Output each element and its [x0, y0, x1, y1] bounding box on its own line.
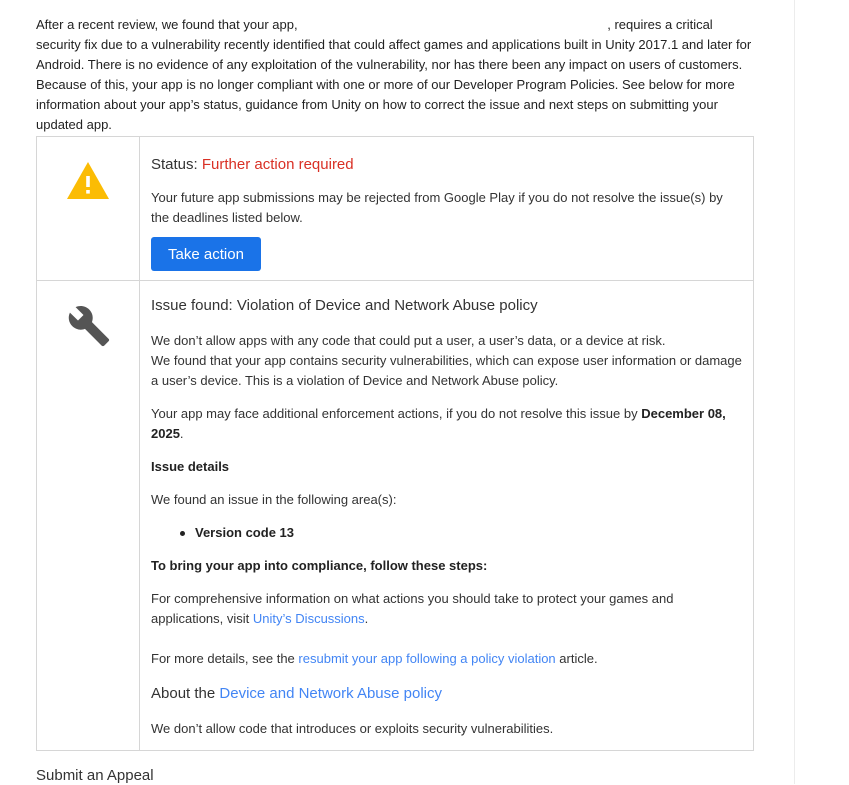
redacted-app-name	[301, 19, 607, 29]
issue-summary	[151, 331, 743, 391]
issue-details-heading	[151, 457, 743, 477]
page-divider	[794, 0, 795, 784]
intro-paragraph	[36, 15, 754, 135]
about-policy-heading	[151, 684, 743, 704]
issue-heading: Issue found: Violation of Device and Network Abuse policy	[151, 297, 538, 314]
intro-text-start: After a recent review, we found that your app,	[36, 17, 298, 32]
status-value: Further action required	[201, 156, 354, 173]
comprehensive-suffix: .	[364, 611, 369, 626]
resubmit-app-link[interactable]: resubmit your app following a policy violation	[298, 651, 556, 666]
more-details-prefix: For more details, see the	[151, 651, 295, 666]
issue-details-heading-text: Issue details	[151, 459, 230, 474]
more-details-suffix: article.	[559, 651, 598, 666]
enforcement-text	[151, 404, 743, 444]
issue-content	[140, 280, 753, 750]
compliance-heading	[151, 556, 743, 576]
status-line	[151, 156, 354, 174]
compliance-heading-text: To bring your app into compliance, follow these steps:	[151, 558, 488, 573]
enforcement-deadline: December 08, 2025	[151, 406, 726, 441]
comprehensive-prefix: For comprehensive information on what actions you should take to protect your games and applications, visit	[151, 591, 674, 626]
status-box	[36, 136, 754, 281]
comprehensive-info-text	[151, 589, 743, 629]
areas-list	[140, 523, 753, 543]
wrench-icon	[66, 304, 112, 348]
issue-icon-column	[37, 280, 140, 750]
about-policy-text: We don’t allow code that introduces or exploits security vulnerabilities.	[151, 721, 554, 736]
more-details-text	[151, 649, 743, 669]
policy-link[interactable]: Device and Network Abuse policy	[219, 685, 443, 702]
enforcement-prefix: Your app may face additional enforcement actions, if you do not resolve this issue by	[151, 406, 638, 421]
unity-discussions-link[interactable]: Unity’s Discussions	[252, 611, 365, 626]
take-action-button[interactable]: Take action	[151, 237, 261, 271]
issue-line-1: We don’t allow apps with any code that could put a user, a user’s data, or a device at risk.	[151, 333, 666, 348]
issue-box	[36, 280, 754, 751]
warning-icon	[66, 161, 110, 201]
enforcement-suffix: .	[179, 426, 184, 441]
intro-text-end: , requires a critical security fix due to a vulnerability recently identified that could affect games and applications built in Unity 2017.1 and later for Android. There is no evidence of any exploitation of the vulnerability, nor has there been any impact on users of customers. Because of this, your app is no longer compliant with one or more of our Developer Program Policies. See below for more information about your app’s status, guidance from Unity on how to correct the issue and next steps on submitting your updated app.	[36, 17, 752, 132]
list-item: Version code 13	[140, 523, 753, 543]
status-label: Status:	[151, 156, 198, 173]
areas-intro: We found an issue in the following area(s):	[151, 492, 397, 507]
status-icon-column	[37, 137, 140, 280]
about-prefix: About the	[151, 685, 216, 702]
submit-appeal-heading: Submit an Appeal	[36, 767, 154, 784]
status-content	[140, 137, 753, 280]
issue-line-2: We found that your app contains security vulnerabilities, which can expose user information or damage a user’s device. This is a violation of Device and Network Abuse policy.	[151, 353, 742, 388]
status-description: Your future app submissions may be rejected from Google Play if you do not resolve the issue(s) by the deadlines listed below.	[151, 190, 723, 225]
